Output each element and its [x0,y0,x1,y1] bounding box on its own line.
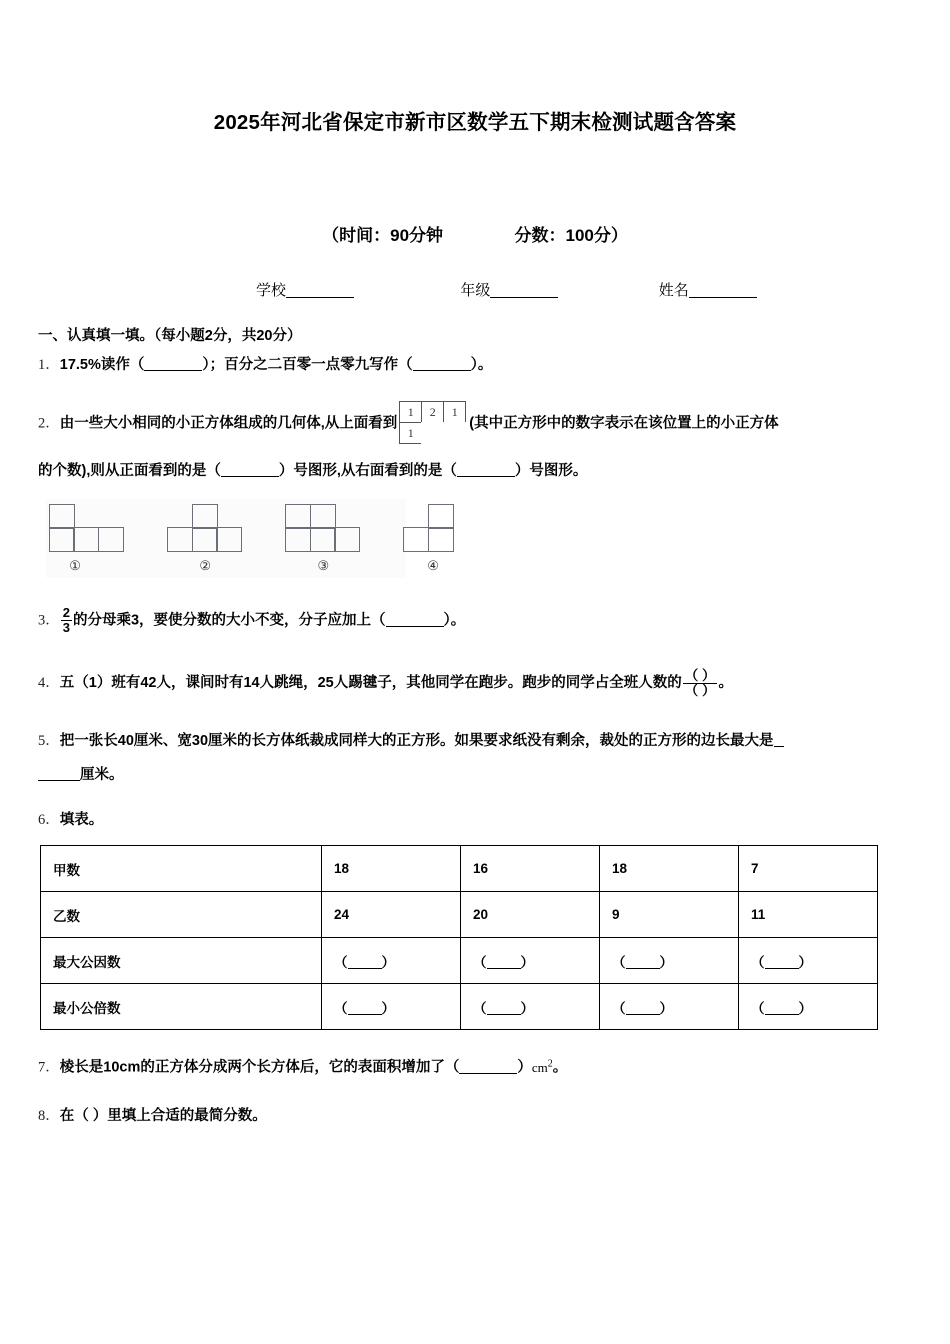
table-cell-blank[interactable]: （ ） [322,938,461,984]
table-cell: 16 [461,846,600,892]
fraction-denominator: 3 [62,619,70,635]
table-cell: 9 [600,892,739,938]
question-1-blank-1[interactable] [144,357,202,371]
figure-2-label: ② [199,558,211,574]
question-7-text-a: 棱长是10cm的正方体分成两个长方体后，它的表面积增加了（ [59,1059,460,1076]
shape-square-empty [334,504,360,529]
question-2-blank-2[interactable] [457,463,515,477]
question-3 [38,606,912,634]
shape-square [98,527,124,552]
shape-square [49,527,75,552]
shape-square [428,504,454,529]
figure-3-shape [286,505,360,552]
answer-blank [487,1002,521,1015]
question-4-text-b: 。 [718,674,733,691]
grade-field [460,279,558,300]
figure-row [50,529,124,553]
unit-exponent: 2 [547,1058,553,1070]
unit-cm-squared [532,1060,553,1075]
shape-square-empty [216,504,242,529]
shape-square [403,527,429,552]
question-8 [38,1105,912,1127]
fraction-numerator: 2 [62,605,70,621]
figure-1 [50,505,124,574]
question-2-text-a: 由一些大小相同的小正方体组成的几何体,从上面看到 [59,416,398,433]
question-2-number: 2． [38,416,60,433]
fill-table-body [41,846,878,1030]
top-view-cell: 1 [399,422,422,444]
school-label: 学校 [256,282,287,299]
question-4-text-a: 五（1）班有42人，课间时有14人跳绳，25人踢毽子，其他同学在跑步。跑步的同学占全班人数的 [59,674,682,691]
school-field [256,279,354,300]
grade-label: 年级 [460,282,491,299]
figure-4-shape [404,505,453,552]
shape-square [334,527,360,552]
table-row [41,846,878,892]
figure-row [50,505,124,529]
unit-base: cm [531,1059,548,1075]
question-1-text-a: 17.5%读作（ [59,357,145,373]
shape-square [192,527,218,552]
school-blank[interactable] [286,283,354,298]
question-7-number: 7． [38,1059,60,1076]
question-5-text-b: 厘米。 [80,767,124,784]
name-field [659,279,757,300]
top-view-cell: 1 [399,401,422,423]
table-cell-blank[interactable]: （ ） [739,984,878,1030]
answer-blank [765,1002,799,1015]
question-2-text-d: ）号图形,从右面看到的是（ [278,463,457,480]
table-cell-blank[interactable]: （ ） [600,938,739,984]
figure-1-shape [50,505,124,552]
table-cell-blank[interactable]: （ ） [600,984,739,1030]
question-2-text-b: (其中正方形中的数字表示在该位置上的小正方体 [469,416,779,433]
question-5-text-a: 把一张长40厘米、宽30厘米的长方体纸裁成同样大的正方形。如果要求纸没有剩余，裁处的正方形的边长最大是 [59,732,774,749]
table-cell: 20 [461,892,600,938]
shape-square [49,504,75,529]
top-view-grid-row-1 [400,402,466,423]
question-3-fraction [61,606,72,634]
question-2-text-e: ）号图形。 [514,463,588,480]
figure-3 [286,505,360,574]
table-cell: 18 [600,846,739,892]
figure-row [286,529,360,553]
question-2-blank-1[interactable] [221,463,279,477]
page-title: 2025年河北省保定市新市区数学五下期末检测试题含答案 [213,111,737,134]
table-cell: 18 [322,846,461,892]
question-6-text: 填表。 [59,811,104,828]
question-5-blank-part2[interactable] [38,767,80,781]
exam-meta [38,221,912,246]
row-label: 最大公因数 [41,938,322,984]
question-4-number: 4． [38,674,60,691]
question-6 [38,809,912,831]
figure-2 [168,505,242,574]
table-cell: 7 [739,846,878,892]
table-cell-blank[interactable]: （ ） [322,984,461,1030]
answer-blank [487,956,521,969]
table-row [41,892,878,938]
table-row [41,984,878,1030]
exam-score-label: 分数：100分） [514,226,628,245]
shape-square [216,527,242,552]
question-1-text-b: ）；百分之二百零一点零九写作（ [202,357,413,373]
exam-time-label: （时间：90分钟 [322,226,444,245]
shape-square [167,527,193,552]
shape-square [285,504,311,529]
name-label: 姓名 [658,282,689,299]
shape-square [310,527,336,552]
identity-line [38,279,912,300]
question-2-continued [38,460,912,482]
figure-4-label: ④ [427,558,439,574]
question-7-blank[interactable] [459,1060,517,1074]
figure-row [404,505,453,529]
question-2-figures [46,499,439,578]
shape-square [192,504,218,529]
shape-square-empty [167,504,193,529]
shape-square-empty [73,504,99,529]
question-1 [38,354,912,376]
answer-blank [765,956,799,969]
figure-row [168,505,242,529]
top-view-cell: 2 [421,401,444,423]
top-view-cell: 1 [443,401,466,423]
figure-row [286,505,360,529]
question-5-blank-part1[interactable] [774,733,784,747]
shape-square-empty [403,504,429,529]
shape-square [285,527,311,552]
question-4-fraction [683,669,718,698]
table-cell-blank[interactable]: （ ） [739,938,878,984]
shape-square [73,527,99,552]
question-5-continued [38,764,912,786]
figure-row [168,529,242,553]
shape-square-empty [98,504,124,529]
table-cell: 24 [322,892,461,938]
figure-1-label: ① [69,558,81,574]
fraction-denominator[interactable]: （ ） [684,682,716,698]
answer-blank [626,1002,660,1015]
top-view-cell-empty [421,422,444,444]
shape-square [428,527,454,552]
figure-row [404,529,453,553]
table-cell-blank[interactable]: （ ） [461,938,600,984]
figure-2-shape [168,505,242,552]
question-1-text-c: ）。 [470,357,493,373]
table-cell-blank[interactable]: （ ） [461,984,600,1030]
question-3-text-b: ）。 [443,612,466,629]
fill-table [40,845,878,1030]
section-heading-1: 一、认真填一填。（每小题2分，共20分） [38,328,302,344]
question-3-blank[interactable] [386,613,444,627]
top-view-grid-row-2 [400,423,466,444]
top-view-grid [400,402,466,444]
answer-blank [626,956,660,969]
row-label: 最小公倍数 [41,984,322,1030]
top-view-cell-empty [443,422,466,444]
answer-blank [348,956,382,969]
table-cell: 11 [739,892,878,938]
question-7-text-b: ） [517,1059,532,1076]
question-2 [38,402,912,444]
question-7-text-c: 。 [552,1059,568,1076]
question-1-number: 1． [38,357,60,373]
figure-4 [404,505,453,574]
question-4 [38,669,912,698]
figure-3-label: ③ [317,558,330,574]
question-7 [38,1056,912,1079]
name-blank[interactable] [689,283,757,298]
question-6-number: 6． [38,811,60,828]
question-5-number: 5． [38,732,60,749]
table-row [41,938,878,984]
question-8-text: 在（ ）里填上合适的最简分数。 [59,1108,267,1125]
row-label: 甲数 [41,846,322,892]
shape-square [310,504,336,529]
question-2-text-c: 的个数),则从正面看到的是（ [38,463,221,480]
row-label: 乙数 [41,892,322,938]
question-8-number: 8． [38,1108,60,1125]
answer-blank [348,1002,382,1015]
question-5 [38,730,912,752]
grade-blank[interactable] [490,283,558,298]
question-3-number: 3． [38,612,60,629]
fraction-numerator[interactable]: （ ） [684,667,716,683]
question-1-blank-2[interactable] [413,357,471,371]
question-3-text-a: 的分母乘3，要使分数的大小不变，分子应加上（ [72,612,386,629]
